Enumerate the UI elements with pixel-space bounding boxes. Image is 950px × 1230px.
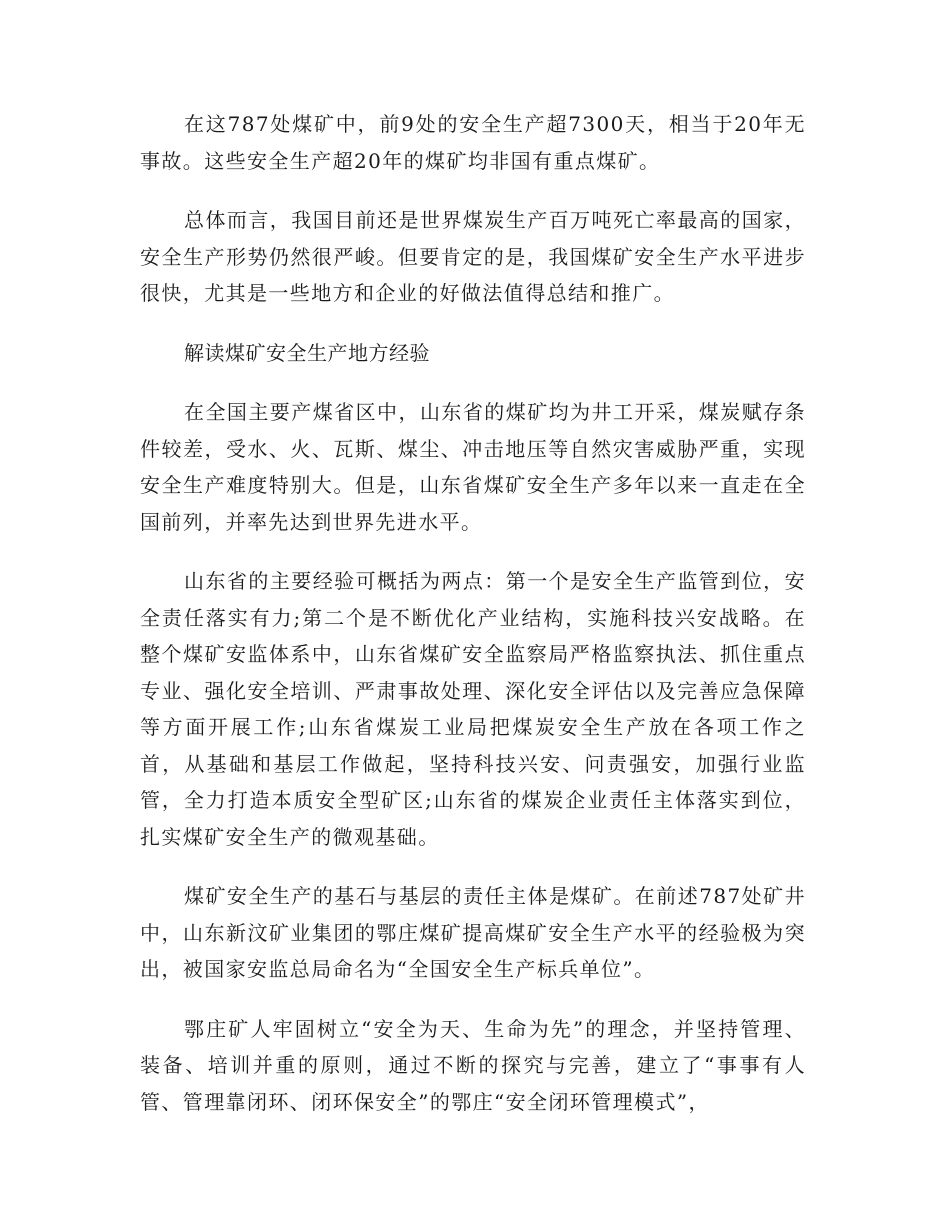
- paragraph-1: 在这787处煤矿中，前9处的安全生产超7300天，相当于20年无事故。这些安全生产超20年的煤矿均非国有重点煤矿。: [140, 112, 806, 173]
- paragraph-3: 在全国主要产煤省区中，山东省的煤矿均为井工开采，煤炭赋存条件较差，受水、火、瓦斯、煤尘、冲击地压等自然灾害威胁严重，实现安全生产难度特别大。但是，山东省煤矿安全生产多年以来一直走在全国前列，并率先达到世界先进水平。: [140, 400, 806, 534]
- document-body: [140, 106, 806, 1143]
- paragraph-6: 鄂庄矿人牢固树立“安全为天、生命为先”的理念，并坚持管理、装备、培训并重的原则，通过不断的探究与完善，建立了“事事有人管、管理靠闭环、闭环保安全”的鄂庄“安全闭环管理模式”，: [140, 1016, 806, 1114]
- section-heading: 解读煤矿安全生产地方经验: [184, 340, 430, 365]
- paragraph-2: 总体而言，我国目前还是世界煤炭生产百万吨死亡率最高的国家，安全生产形势仍然很严峻。但要肯定的是，我国煤矿安全生产水平进步很快，尤其是一些地方和企业的好做法值得总结和推广。: [140, 208, 806, 305]
- paragraph-5: 煤矿安全生产的基石与基层的责任主体是煤矿。在前述787处矿井中，山东新汶矿业集团的鄂庄煤矿提高煤矿安全生产水平的经验极为突出，被国家安监总局命名为“全国安全生产标兵单位”。: [140, 884, 806, 981]
- paragraph-4: 山东省的主要经验可概括为两点：第一个是安全生产监管到位，安全责任落实有力;第二个是不断优化产业结构，实施科技兴安战略。在整个煤矿安监体系中，山东省煤矿安全监察局严格监察执法、抓住重点专业、强化安全培训、严肃事故处理、深化安全评估以及完善应急保障等方面开展工作;山东省煤炭工业局把煤炭安全生产放在各项工作之首，从基础和基层工作做起，坚持科技兴安、问责强安，加强行业监管，全力打造本质安全型矿区;山东省的煤炭企业责任主体落实到位，扎实煤矿安全生产的微观基础。: [140, 569, 806, 849]
